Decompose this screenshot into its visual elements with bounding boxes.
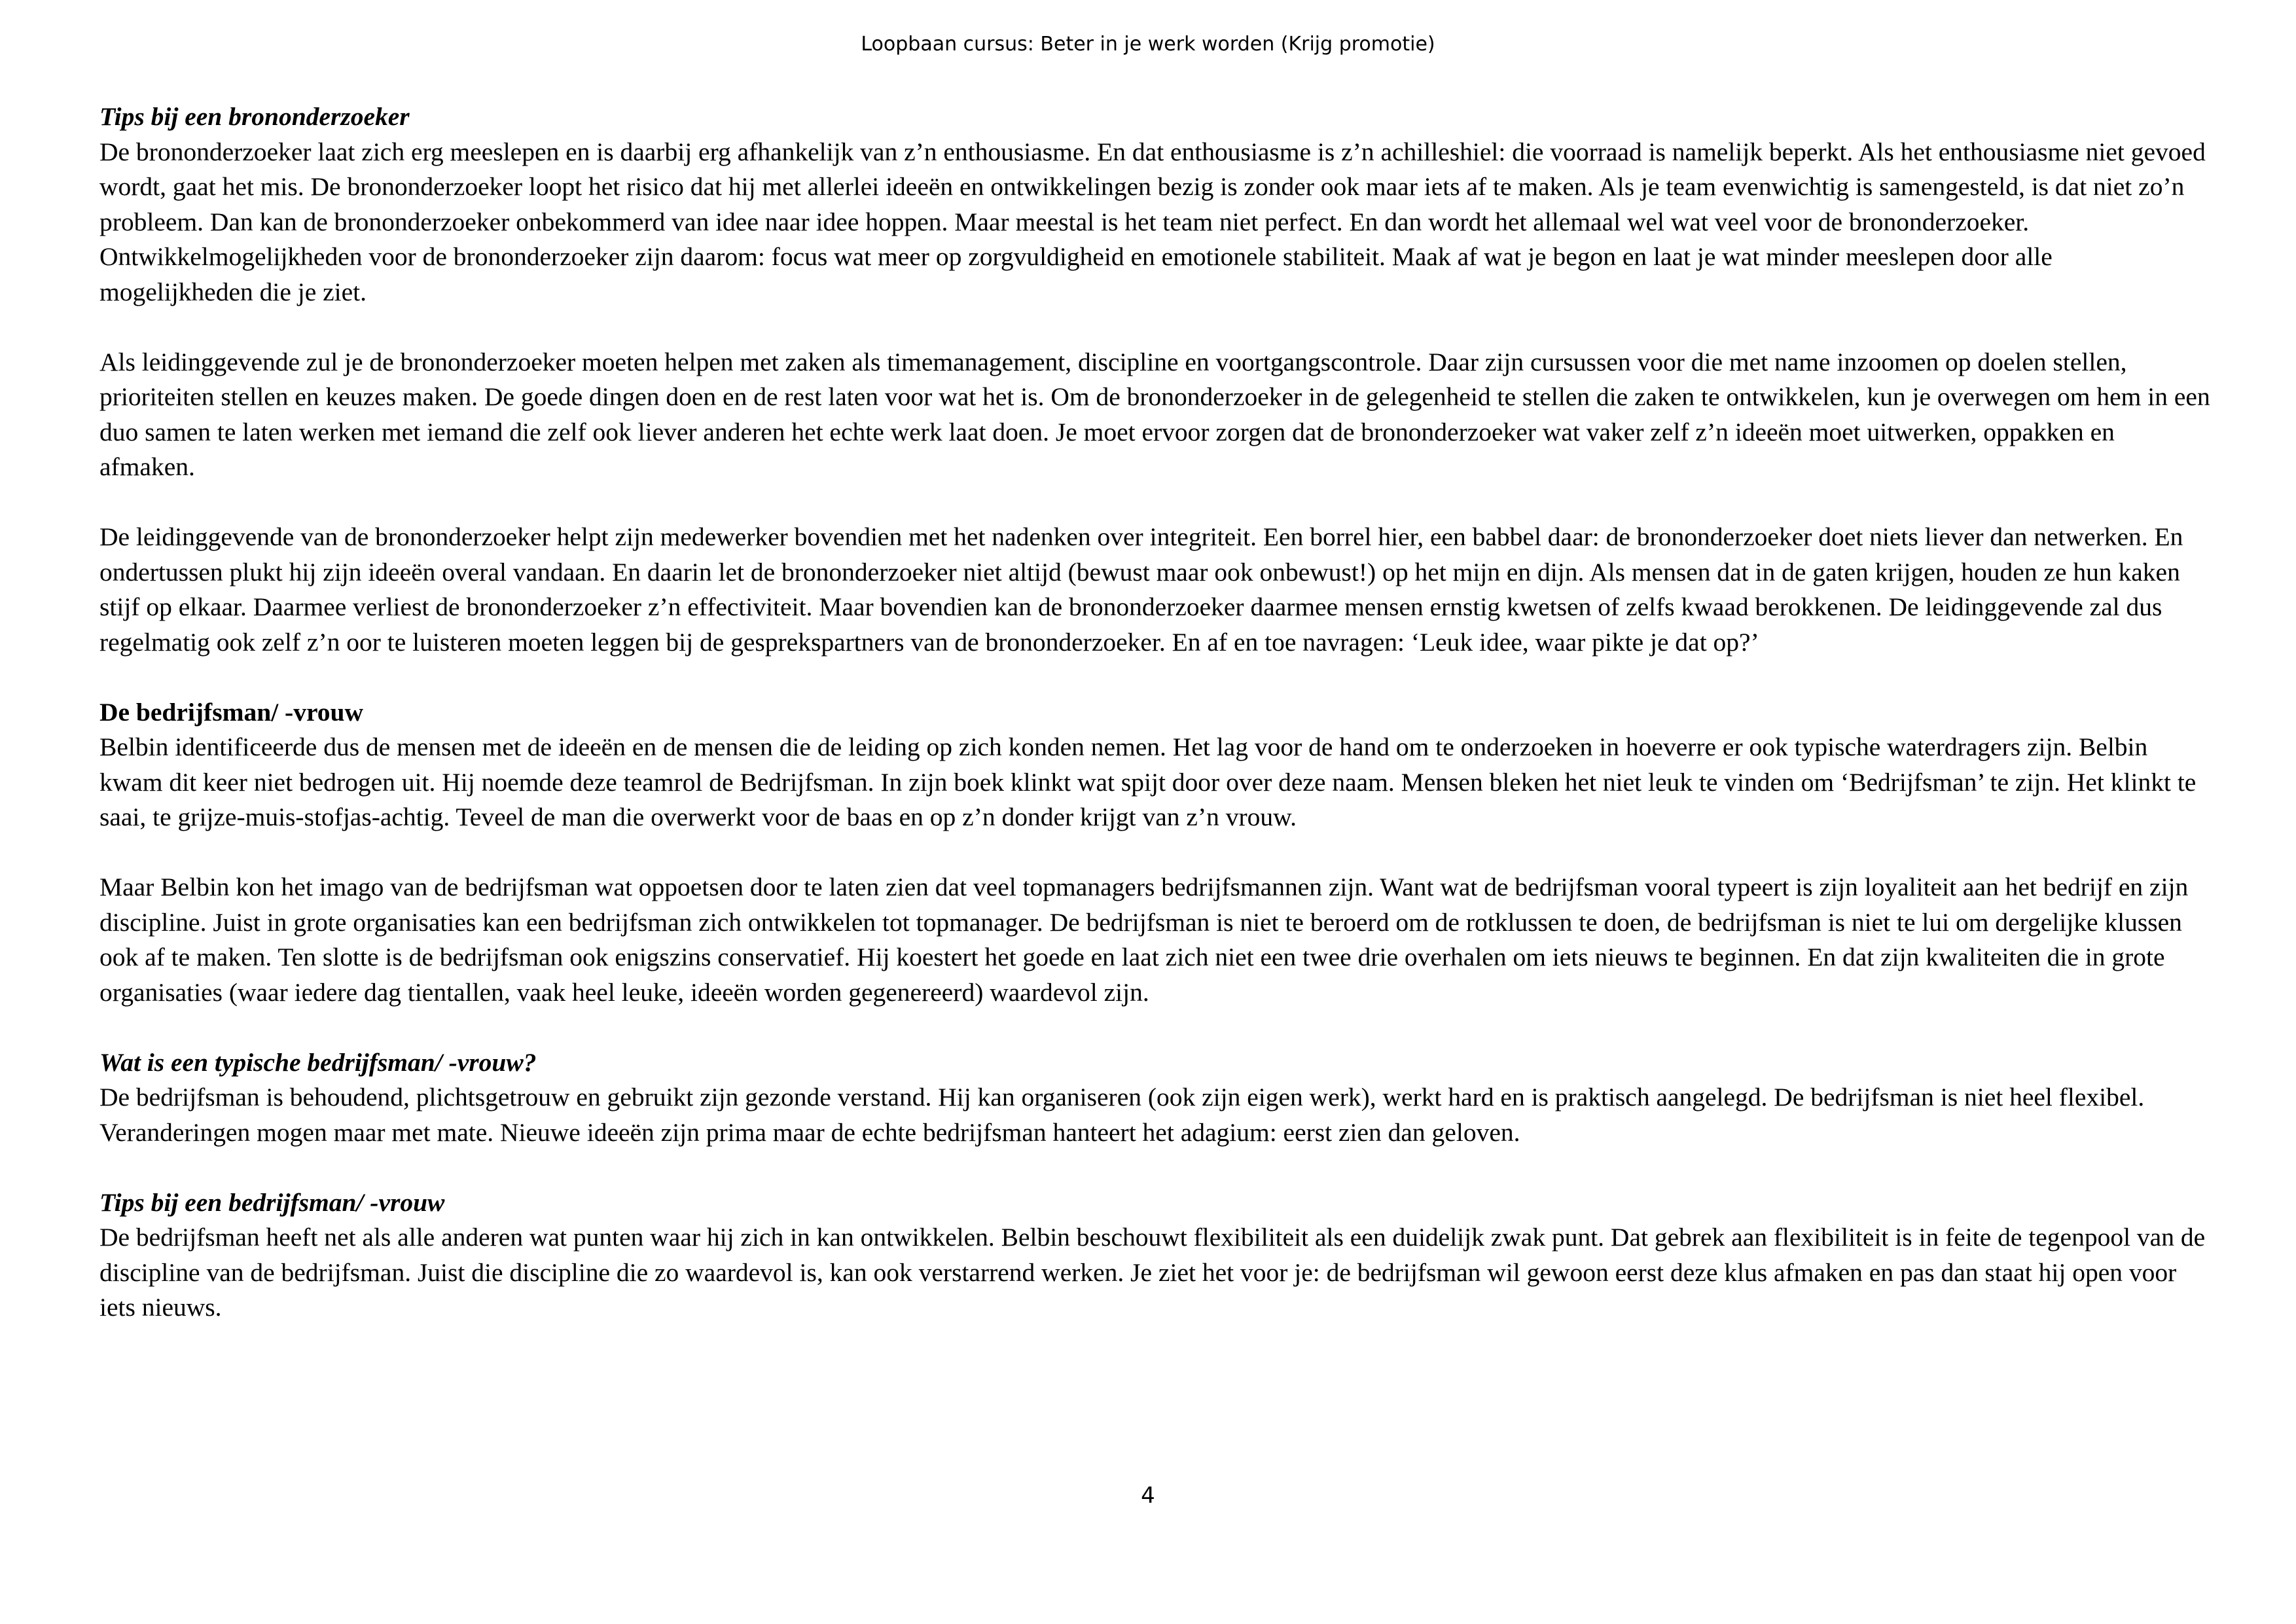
paragraph: De leidinggevende van de brononderzoeker helpt zijn medewerker bovendien met het nadenken over integriteit. Een borrel hier, een babbel daar: de brononderzoeker doet niets liever dan netwerken. En ondertussen plukt hij zijn ideeën overal vandaan. En daarin let de brononderzoeker niet altijd (bewust maar ook onbewust!) op het mijn en dijn. Als mensen dat in de gaten krijgen, houden ze hun kaken stijf op elkaar. Daarmee verliest de brononderzoeker z’n effectiviteit. Maar bovendien kan de brononderzoeker daarmee mensen ernstig kwetsen of zelfs kwaad berokkenen. De leidinggevende zal dus regelmatig ook zelf z’n oor te luisteren moeten leggen bij de gesprekspartners van de brononderzoeker. En af en toe navragen: ‘Leuk idee, waar pikte je dat op?’ <box>99 522 2183 657</box>
paragraph-gap <box>99 310 2210 345</box>
paragraph: Belbin identificeerde dus de mensen met de ideeën en de mensen die de leiding op zich konden nemen. Het lag voor de hand om te onderzoeken in hoeverre er ook typische waterdragers zijn. Belbin kwam dit keer niet bedrogen uit. Hij noemde deze teamrol de Bedrijfsman. In zijn boek klinkt wat spijt door over deze naam. Mensen bleken het niet leuk te vinden om ‘Bedrijfsman’ te zijn. Het klinkt te saai, te grijze-muis-stofjas-achtig. Teveel de man die overwerkt voor de baas en op z’n donder krijgt van z’n vrouw. <box>99 732 2197 831</box>
section-heading-tips-bedrijfsman: Tips bij een bedrijfsman/ -vrouw <box>99 1187 445 1217</box>
paragraph-gap <box>99 1150 2210 1185</box>
paragraph: De bedrijfsman heeft net als alle anderen wat punten waar hij zich in kan ontwikkelen. Belbin beschouwt flexibiliteit als een duidelijk zwak punt. Dat gebrek aan flexibiliteit is in feite de tegenpool van de discipline van de bedrijfsman. Juist die discipline die zo waardevol is, kan ook verstarrend werken. Je ziet het voor je: de bedrijfsman wil gewoon eerst deze klus afmaken en pas dan staat hij open voor iets nieuws. <box>99 1223 2206 1322</box>
section-heading-bedrijfsman: De bedrijfsman/ -vrouw <box>99 697 364 727</box>
paragraph-gap <box>99 485 2210 520</box>
paragraph: De bedrijfsman is behoudend, plichtsgetrouw en gebruikt zijn gezonde verstand. Hij kan organiseren (ook zijn eigen werk), werkt hard en is praktisch aangelegd. De bedrijfsman is niet heel flexibel. Veranderingen mogen maar met mate. Nieuwe ideeën zijn prima maar de echte bedrijfsman hanteert het adagium: eerst zien dan geloven. <box>99 1083 2145 1147</box>
paragraph: Maar Belbin kon het imago van de bedrijfsman wat oppoetsen door te laten zien dat veel topmanagers bedrijfsmannen zijn. Want wat de bedrijfsman vooral typeert is zijn loyaliteit aan het bedrijf en zijn discipline. Juist in grote organisaties kan een bedrijfsman zich ontwikkelen tot topmanager. De bedrijfsman is niet te beroerd om de rotklussen te doen, de bedrijfsman is niet te lui om dergelijke klussen ook af te maken. Ten slotte is de bedrijfsman ook enigszins conservatief. Hij koestert het goede en laat zich niet een twee drie overhalen om iets nieuws te beginnen. En dat zijn kwaliteiten die in grote organisaties (waar iedere dag tientallen, vaak heel leuke, ideeën worden gegenereerd) waardevol zijn. <box>99 873 2189 1007</box>
page-number: 4 <box>1141 1483 1155 1509</box>
paragraph: De brononderzoeker laat zich erg meeslepen en is daarbij erg afhankelijk van z’n enthousiasme. En dat enthousiasme is z’n achilleshiel: die voorraad is namelijk beperkt. Als het enthousiasme niet gevoed wordt, gaat het mis. De brononderzoeker loopt het risico dat hij met allerlei ideeën en ontwikkelingen bezig is zonder ook maar iets af te maken. Als je team evenwichtig is samengesteld, is dat niet zo’n probleem. Dan kan de brononderzoeker onbekommerd van idee naar idee hoppen. Maar meestal is het team niet perfect. En dan wordt het allemaal wel wat veel voor de brononderzoeker. Ontwikkelmogelijkheden voor de brononderzoeker zijn daarom: focus wat meer op zorgvuldigheid en emotionele stabiliteit. Maak af wat je begon en laat je wat minder meeslepen door alle mogelijkheden die je ziet. <box>99 137 2206 306</box>
paragraph: Als leidinggevende zul je de brononderzoeker moeten helpen met zaken als timemanagement, discipline en voortgangscontrole. Daar zijn cursussen voor die met name inzoomen op doelen stellen, prioriteiten stellen en keuzes maken. De goede dingen doen en de rest laten voor wat het is. Om de brononderzoeker in de gelegenheid te stellen die zaken te ontwikkelen, kun je overwegen om hem in een duo samen te laten werken met iemand die zelf ook liever anderen het echte werk laat doen. Je moet ervoor zorgen dat de brononderzoeker wat vaker zelf z’n ideeën moet uitwerken, oppakken en afmaken. <box>99 347 2210 481</box>
page-header: Loopbaan cursus: Beter in je werk worden (Krijg promotie) <box>861 33 1435 56</box>
section-heading-typische-bedrijfsman: Wat is een typische bedrijfsman/ -vrouw? <box>99 1047 537 1077</box>
section-heading-tips-brononderzoeker: Tips bij een brononderzoeker <box>99 102 410 131</box>
paragraph-gap <box>99 835 2210 871</box>
paragraph-gap <box>99 1010 2210 1045</box>
paragraph-gap <box>99 660 2210 695</box>
document-body <box>99 99 2210 1326</box>
